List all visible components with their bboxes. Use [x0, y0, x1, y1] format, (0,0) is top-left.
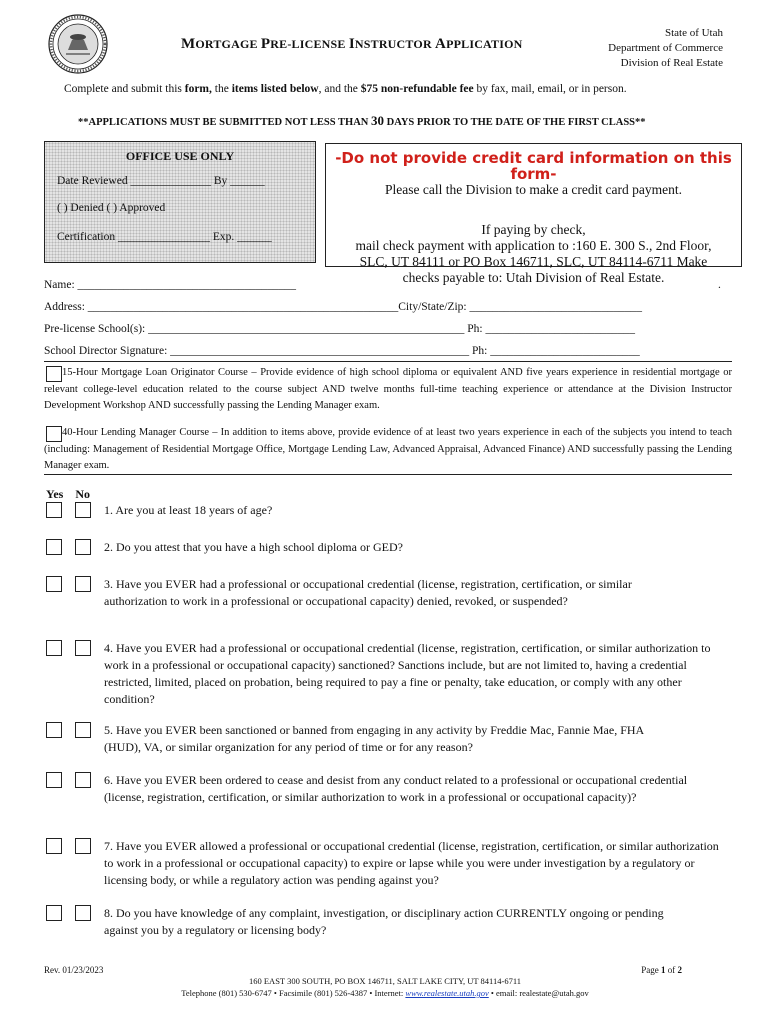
question-4-yes-checkbox[interactable]: [46, 640, 62, 656]
footer-address: 160 EAST 300 SOUTH, PO BOX 146711, SALT LAKE CITY, UT 84114-6711: [248, 976, 522, 986]
no-label: No: [75, 487, 91, 501]
check-line-1: If paying by check,: [481, 222, 586, 237]
question-5-text: 5. Have you EVER been sanctioned or banned from engaging in any activity by Freddie Mac, Fannie Mae, FHA (HUD), VA, or similar organization for any period of time or for any reason?: [104, 723, 644, 754]
name-field[interactable]: Name: ______________________________________: [44, 279, 297, 291]
form-title: MORTGAGE PRE-LICENSE INSTRUCTOR APPLICATION: [181, 36, 523, 52]
office-use-heading: OFFICE USE ONLY: [125, 149, 235, 163]
footer-contact: Telephone (801) 530-6747 • Facsimile (801) 526-4387 • Internet: www.realestate.utah.gov • email: realestate@utah.gov: [181, 988, 589, 998]
agency-department: Department of Commerce: [608, 42, 723, 54]
agency-division: Division of Real Estate: [620, 57, 723, 69]
credit-card-call: Please call the Division to make a credit card payment.: [385, 182, 682, 197]
status-line: ( ) Denied ( ) Approved: [57, 202, 166, 214]
director-signature-field[interactable]: School Director Signature: ____________________________________________________ Ph: __________________________: [44, 345, 640, 357]
question-7-text: 7. Have you EVER allowed a professional or occupational credential (license, registration, certification, or similar authorization to work in a professional or occupational capacity) to expire or lapse while you were under investigation by a regulatory or licensing body, or while a regulatory action was pending against you?: [104, 839, 719, 887]
check-line-4: checks payable to: Utah Division of Real Estate.: [402, 270, 665, 285]
question-8: [0, 905, 770, 945]
question-6-text: 6. Have you EVER been ordered to cease and desist from any conduct related to a professional or occupational credential (license, registration, certification, or similar authorization to work in a professional or occupational capacity)?: [104, 773, 688, 804]
address-field[interactable]: Address: ______________________________________________________City/State/Zip: ______________________________: [44, 301, 642, 313]
question-6: [0, 772, 770, 828]
question-2: [0, 539, 770, 559]
credit-card-warning: -Do not provide credit card information on this form-: [335, 149, 732, 183]
question-1-yes-checkbox[interactable]: [46, 502, 62, 518]
website-link[interactable]: www.realestate.utah.gov: [405, 988, 489, 998]
agency-block: [608, 26, 723, 71]
date-reviewed-line: Date Reviewed ______________ By ______: [57, 175, 265, 187]
question-2-no-checkbox[interactable]: [75, 539, 91, 555]
question-5-yes-checkbox[interactable]: [46, 722, 62, 738]
question-2-text: 2. Do you attest that you have a high school diploma or GED?: [104, 540, 403, 554]
question-7-yes-checkbox[interactable]: [46, 838, 62, 854]
utah-state-seal-icon: [48, 14, 108, 74]
question-5: [0, 722, 770, 762]
question-3-yes-checkbox[interactable]: [46, 576, 62, 592]
question-4-text: 4. Have you EVER had a professional or occupational credential (license, registration, certification, or similar authorization to work in a professional or occupational capacity) sanctioned? Sanctions include, but are not limited to, having a credential restricted, limited, placed on probation, being required to pay a fine or penalty, take education, or comply with any other condition?: [104, 641, 711, 706]
payment-info-box: [325, 143, 742, 285]
question-6-no-checkbox[interactable]: [75, 772, 91, 788]
question-1-no-checkbox[interactable]: [75, 502, 91, 518]
question-7-no-checkbox[interactable]: [75, 838, 91, 854]
yes-label: Yes: [46, 487, 64, 501]
revision-date: Rev. 01/23/2023: [44, 965, 104, 975]
question-4-no-checkbox[interactable]: [75, 640, 91, 656]
yes-no-header: [46, 487, 90, 502]
question-7: [0, 838, 770, 894]
course-15-hour-text: 15-Hour Mortgage Loan Originator Course – Provide evidence of high school diploma or equivalent AND five years experience in residential mortgage or relevant college-level education related to the course subject AND twelve months full-time teaching experience or attendance at the Division Instructor Development Workshop AND successfully passing the Lending Manager exam.: [44, 367, 732, 411]
divider: [44, 361, 732, 362]
intro-instructions: Complete and submit this form, the items listed below, and the $75 non-refundable fee by fax, mail, email, or in person.: [64, 83, 627, 95]
divider: [44, 474, 732, 475]
question-5-no-checkbox[interactable]: [75, 722, 91, 738]
question-8-no-checkbox[interactable]: [75, 905, 91, 921]
page-number: Page 1 of 2: [641, 965, 682, 975]
question-3: [0, 576, 770, 632]
course-40-hour-text: 40-Hour Lending Manager Course – In addition to items above, provide evidence of at least two years experience in each of the subjects you intend to teach (including: Management of Residential Mortgage Office, Mortgage Lending Law, Advanced Appraisal, Advanced Finance) AND successfully passing the Lending Manager exam.: [44, 427, 732, 471]
check-line-3: SLC, UT 84111 or PO Box 146711, SLC, UT 84114-6711 Make: [359, 254, 708, 269]
question-1: [0, 502, 770, 522]
question-3-text: 3. Have you EVER had a professional or occupational credential (license, registration, certification, or similar authorization to work in a professional or occupational capacity) denied, revoked, or suspended?: [104, 577, 632, 608]
office-use-box: [44, 141, 316, 263]
question-8-yes-checkbox[interactable]: [46, 905, 62, 921]
question-4: [0, 640, 770, 712]
question-2-yes-checkbox[interactable]: [46, 539, 62, 555]
agency-state: State of Utah: [664, 27, 723, 39]
question-8-text: 8. Do you have knowledge of any complaint, investigation, or disciplinary action CURRENTLY ongoing or pending against you by a regulatory or licensing body?: [104, 906, 664, 937]
certification-line: Certification ________________ Exp. ______: [57, 231, 272, 243]
question-6-yes-checkbox[interactable]: [46, 772, 62, 788]
name-field-mark: .: [718, 279, 721, 291]
question-1-text: 1. Are you at least 18 years of age?: [104, 503, 273, 517]
submission-deadline-warning: **APPLICATIONS MUST BE SUBMITTED NOT LESS THAN 30 DAYS PRIOR TO THE DATE OF THE FIRST CLASS**: [78, 113, 646, 128]
question-3-no-checkbox[interactable]: [75, 576, 91, 592]
check-line-2: mail check payment with application to :160 E. 300 S., 2nd Floor,: [355, 238, 712, 253]
prelicense-school-field[interactable]: Pre-license School(s): _______________________________________________________ Ph: __________________________: [44, 323, 635, 335]
